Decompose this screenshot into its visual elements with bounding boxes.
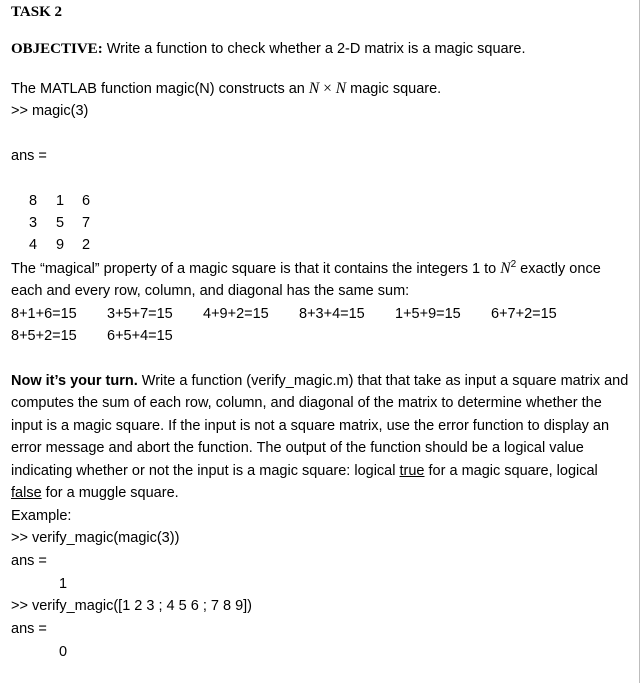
sum-item: 4+9+2=15	[203, 306, 269, 322]
false-word: false	[11, 485, 42, 502]
math-n: N	[335, 80, 347, 97]
matrix-cell: 3	[29, 215, 38, 231]
example-label: Example:	[11, 508, 72, 524]
matrix-cell: 1	[56, 193, 65, 209]
example-call-2: >> verify_magic([1 2 3 ; 4 5 6 ; 7 8 9])	[11, 598, 252, 614]
matrix-cell: 7	[82, 215, 91, 231]
intro-prefix: The MATLAB function magic(N) constructs an	[11, 81, 309, 97]
math-times: ×	[319, 80, 336, 97]
objective-text: Write a function to check whether a 2-D matrix is a magic square.	[102, 41, 526, 57]
objective-label: OBJECTIVE:	[11, 41, 103, 57]
example-call-1: >> verify_magic(magic(3))	[11, 530, 180, 546]
true-word: true	[399, 462, 425, 479]
your-turn-middle: for a magic square, logical	[424, 462, 598, 479]
property-line-2: each and every row, column, and diagonal has the same sum:	[11, 283, 410, 299]
property-line-1	[11, 258, 601, 280]
sum-item: 1+5+9=15	[395, 306, 461, 322]
sum-item: 6+5+4=15	[107, 328, 173, 344]
ans-label: ans =	[11, 148, 47, 164]
example-ans-2-label: ans =	[11, 621, 47, 637]
matrix-cell: 6	[82, 193, 91, 209]
sum-item: 8+1+6=15	[11, 306, 77, 322]
your-turn-lead: Now it’s your turn.	[11, 373, 138, 389]
example-ans-1-label: ans =	[11, 553, 47, 569]
property-part1: The “magical” property of a magic square is that it contains the integers 1 to	[11, 261, 501, 277]
your-turn-text: Write a function (verify_magic.m) that that take as input a square matrix and computes the sum of each row, column, and diagonal of the matrix to determine whether the input is a magic square. If the input is not a square matrix, use the error function to display an error message and abort the function. The output of the function should be a logical value indicating whether or not the input is a magic square: logical	[11, 373, 629, 479]
intro-line	[11, 78, 441, 100]
intro-suffix: magic square.	[346, 81, 442, 97]
sum-item: 6+7+2=15	[491, 306, 557, 322]
sum-item: 3+5+7=15	[107, 306, 173, 322]
task-title: TASK 2	[11, 4, 62, 20]
exponent: 2	[510, 259, 517, 270]
magic-prompt: >> magic(3)	[11, 103, 89, 119]
objective-line	[11, 38, 526, 60]
sum-item: 8+3+4=15	[299, 306, 365, 322]
property-part2: exactly once	[516, 261, 601, 277]
your-turn-paragraph	[11, 370, 633, 504]
math-n: N	[308, 80, 320, 97]
example-ans-2-value: 0	[59, 644, 68, 660]
matrix-cell: 5	[56, 215, 65, 231]
sum-item: 8+5+2=15	[11, 328, 77, 344]
example-ans-1-value: 1	[59, 576, 68, 592]
matrix-cell: 9	[56, 237, 65, 253]
matrix-cell: 8	[29, 193, 38, 209]
math-n: N	[500, 260, 511, 277]
your-turn-end: for a muggle square.	[41, 485, 179, 502]
matrix-cell: 4	[29, 237, 38, 253]
matrix-cell: 2	[82, 237, 91, 253]
